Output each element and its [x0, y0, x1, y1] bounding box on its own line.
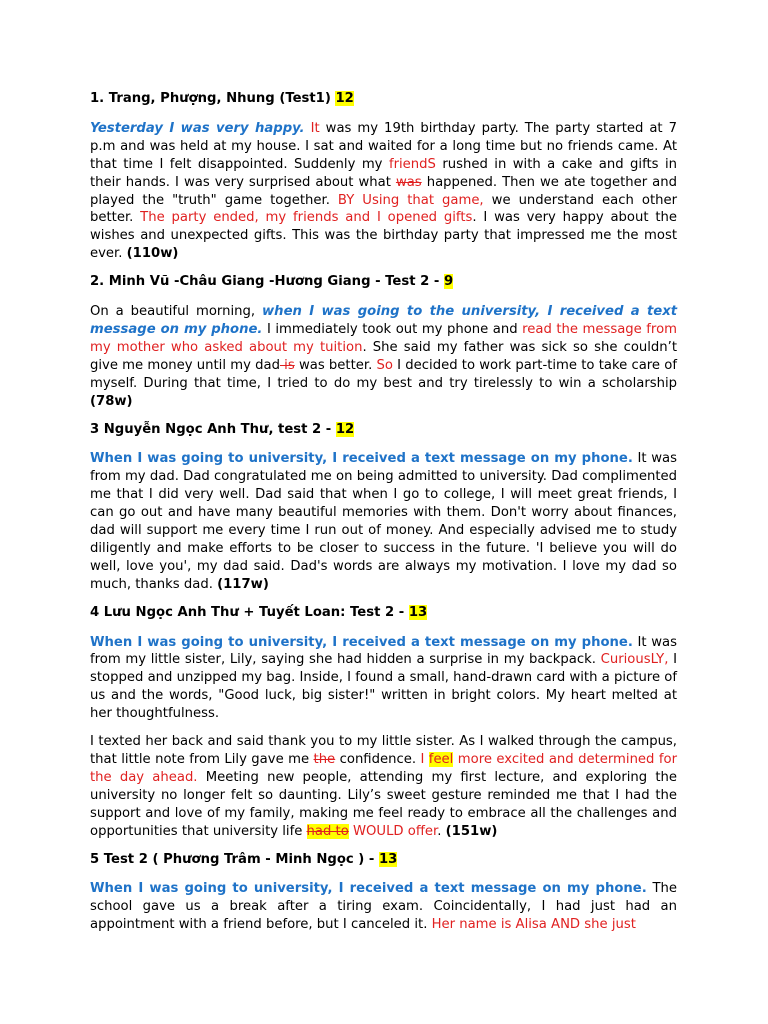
text-run: BY Using that game, [337, 192, 484, 208]
text-run: The school gave us a break after a tiring exam. Coincidentally, I had just had an appointment with a friend before, but I canceled it. [90, 881, 677, 933]
score-badge: 12 [335, 91, 354, 106]
section-3-paragraph [90, 450, 677, 593]
text-run: (151w) [445, 823, 498, 839]
text-run: (117w) [217, 576, 269, 592]
text-run: I texted her back and said thank you to my little sister. As I walked through the campus, that little note from Lily gave me [90, 734, 677, 767]
text-run: friendS [388, 156, 436, 172]
section-4-paragraph-1 [90, 634, 677, 724]
text-run: When I was going to university, I received a text message on my phone. [90, 881, 647, 897]
text-run: Meeting new people, attending my first lecture, and exploring the university no longer felt so daunting. Lily’s sweet gesture reminded me that I had the support and love of my family, making me feel ready to embrace all the challenges and opportunities that university life [90, 769, 677, 839]
score-badge: 13 [408, 604, 428, 620]
heading-text: 4 Lưu Ngọc Anh Thư + Tuyết Loan: Test 2 - [90, 604, 409, 620]
text-run: was better. [294, 357, 377, 373]
text-run: When I was going to university, I received a text message on my phone. [90, 634, 633, 650]
text-run: It [310, 120, 320, 136]
text-run: was my 19th birthday party. The party started at 7 p.m and was held at my house. I sat and waited for a long time but no friends came. At that time I felt disappointed. Suddenly my [90, 120, 677, 172]
section-2-paragraph [90, 303, 677, 410]
section-2-heading [90, 273, 677, 291]
text-run: had to [306, 823, 349, 839]
score-badge: 13 [379, 851, 398, 867]
text-run: read the message from my mother who asked about my tuition [90, 321, 677, 355]
text-run: When I was going to university, I received a text message on my phone. [90, 451, 633, 467]
text-run: (78w) [90, 393, 133, 409]
text-run: I decided to work part-time to take care of myself. During that time, I tried to do my best and try tirelessly to win a scholarship [90, 357, 677, 391]
document-page [90, 90, 677, 944]
heading-text: 2. Minh Vũ -Châu Giang -Hương Giang - Test 2 - [90, 274, 444, 290]
section-4-heading [90, 604, 677, 622]
heading-text: 1. Trang, Phượng, Nhung (Test1) [90, 91, 336, 106]
section-4-paragraph-2 [90, 733, 677, 840]
text-run: was [395, 174, 422, 190]
text-run: (110w) [126, 246, 179, 262]
text-run: On a beautiful morning, [90, 304, 262, 320]
text-run: happened. Then we ate together and played the "truth" game together. [90, 174, 677, 208]
section-5-paragraph [90, 880, 677, 934]
text-run: Yesterday I was very happy. [90, 120, 305, 136]
text-run: we understand each other better. [90, 192, 678, 226]
text-run: the [313, 752, 336, 767]
text-run: The party ended, my friends and I opened gifts [140, 210, 473, 226]
text-run: is [279, 357, 295, 373]
text-run: I immediately took out my phone and [262, 321, 523, 337]
section-1-heading [90, 90, 677, 108]
section-3-heading [90, 421, 677, 439]
score-badge: 12 [335, 421, 355, 437]
text-run: . She said my father was sick so she couldn’t give me money until my dad [90, 339, 678, 373]
text-run: It was from my little sister, Lily, saying she had hidden a surprise in my backpack. [90, 634, 677, 668]
section-1-paragraph [90, 120, 677, 263]
text-run: So [376, 357, 393, 373]
text-run: It was from my dad. Dad congratulated me on being admitted to university. Dad complimented me that I did very well. Dad said that when I go to college, I will meet great friends, I can go out and have many beautiful memories with them. Don't worry about finances, dad will support me every time I run out of money. And especially advised me to study diligently and make efforts to be closer to success in the future. 'I believe you will do well, love you', my dad said. Dad's words are always my motivation. I love my dad so much, thanks dad. [90, 451, 677, 592]
text-run: . [437, 823, 446, 839]
text-run: rushed in with a cake and gifts in their hands. I was very surprised about what [90, 156, 677, 190]
text-run: WOULD offer [353, 823, 438, 839]
score-badge: 9 [443, 274, 454, 290]
text-run: I [420, 752, 429, 767]
section-5-heading [90, 851, 677, 869]
heading-text: 5 Test 2 ( Phương Trâm - Minh Ngọc ) - [90, 851, 379, 867]
text-run: . I was very happy about the wishes and unexpected gifts. This was the birthday party that impressed me the most ever. [90, 210, 677, 262]
text-run: feel [428, 752, 454, 767]
text-run: when I was going to the university, I received a text message on my phone. [90, 304, 678, 337]
text-run: confidence. [335, 752, 421, 767]
text-run: Her name is Alisa AND she just [431, 917, 636, 933]
heading-text: 3 Nguyễn Ngọc Anh Thư, test 2 - [90, 421, 336, 437]
text-run: I stopped and unzipped my bag. Inside, I found a small, hand-drawn card with a picture of us and the words, "Good luck, big sister!" written in bright colors. My heart melted at her thoughtfulness. [90, 652, 677, 722]
text-run: more excited and determined for the day ahead. [90, 752, 677, 785]
text-run: CuriousLY, [600, 652, 669, 668]
